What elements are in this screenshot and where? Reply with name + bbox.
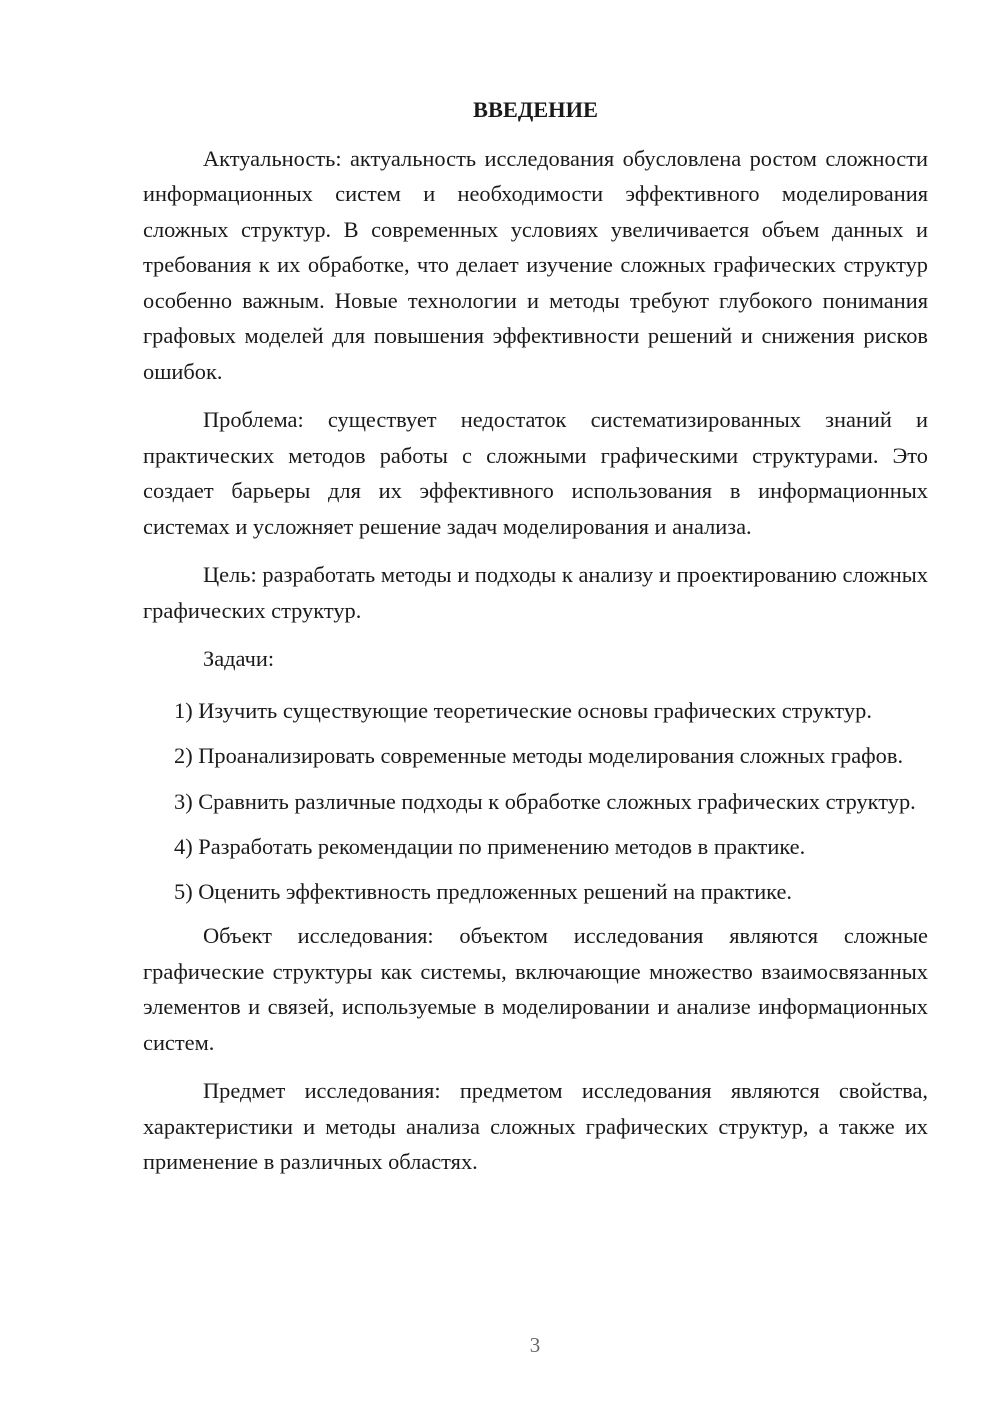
paragraph-subject: Предмет исследования: предметом исследования являются свойства, характеристики и методы анализа сложных графических структур, а также их применение в различных областях. [143,1078,928,1174]
paragraph-relevance: Актуальность: актуальность исследования обусловлена ростом сложности информационных систем и необходимости эффективного моделирования сложных структур. В современных условиях увеличивается объем данных и требования к их обработке, что делает изучение сложных графических структур особенно важным. Новые технологии и методы требуют глубокого понимания графовых моделей для повышения эффективности решений и снижения рисков ошибок. [143,145,928,384]
task-item-2: 2) Проанализировать современные методы моделирования сложных графов. [174,743,904,768]
task-item-3: 3) Сравнить различные подходы к обработке сложных графических структур. [174,788,916,814]
page-number: 3 [529,1333,541,1357]
task-item-1: 1) Изучить существующие теоретические основы графических структур. [174,697,872,723]
task-item-4: 4) Разработать рекомендации по применению методов в практике. [174,834,806,859]
task-item-5: 5) Оценить эффективность предложенных решений на практике. [174,878,793,904]
tasks-label: Задачи: [203,646,275,671]
page-title: ВВЕДЕНИЕ [473,97,598,122]
paragraph-problem: Проблема: существует недостаток систематизированных знаний и практических методов работы с сложными графическими структурами. Это создает барьеры для их эффективного использования в информационных системах и усложняет решение задач моделирования и анализа. [143,407,928,539]
paragraph-goal: Цель: разработать методы и подходы к анализу и проектированию сложных графических структур. [143,562,928,623]
paragraph-object: Объект исследования: объектом исследования являются сложные графические структуры как системы, включающие множество взаимосвязанных элементов и связей, используемые в моделировании и анализе информационных систем. [143,923,928,1055]
page-content [143,92,928,1193]
